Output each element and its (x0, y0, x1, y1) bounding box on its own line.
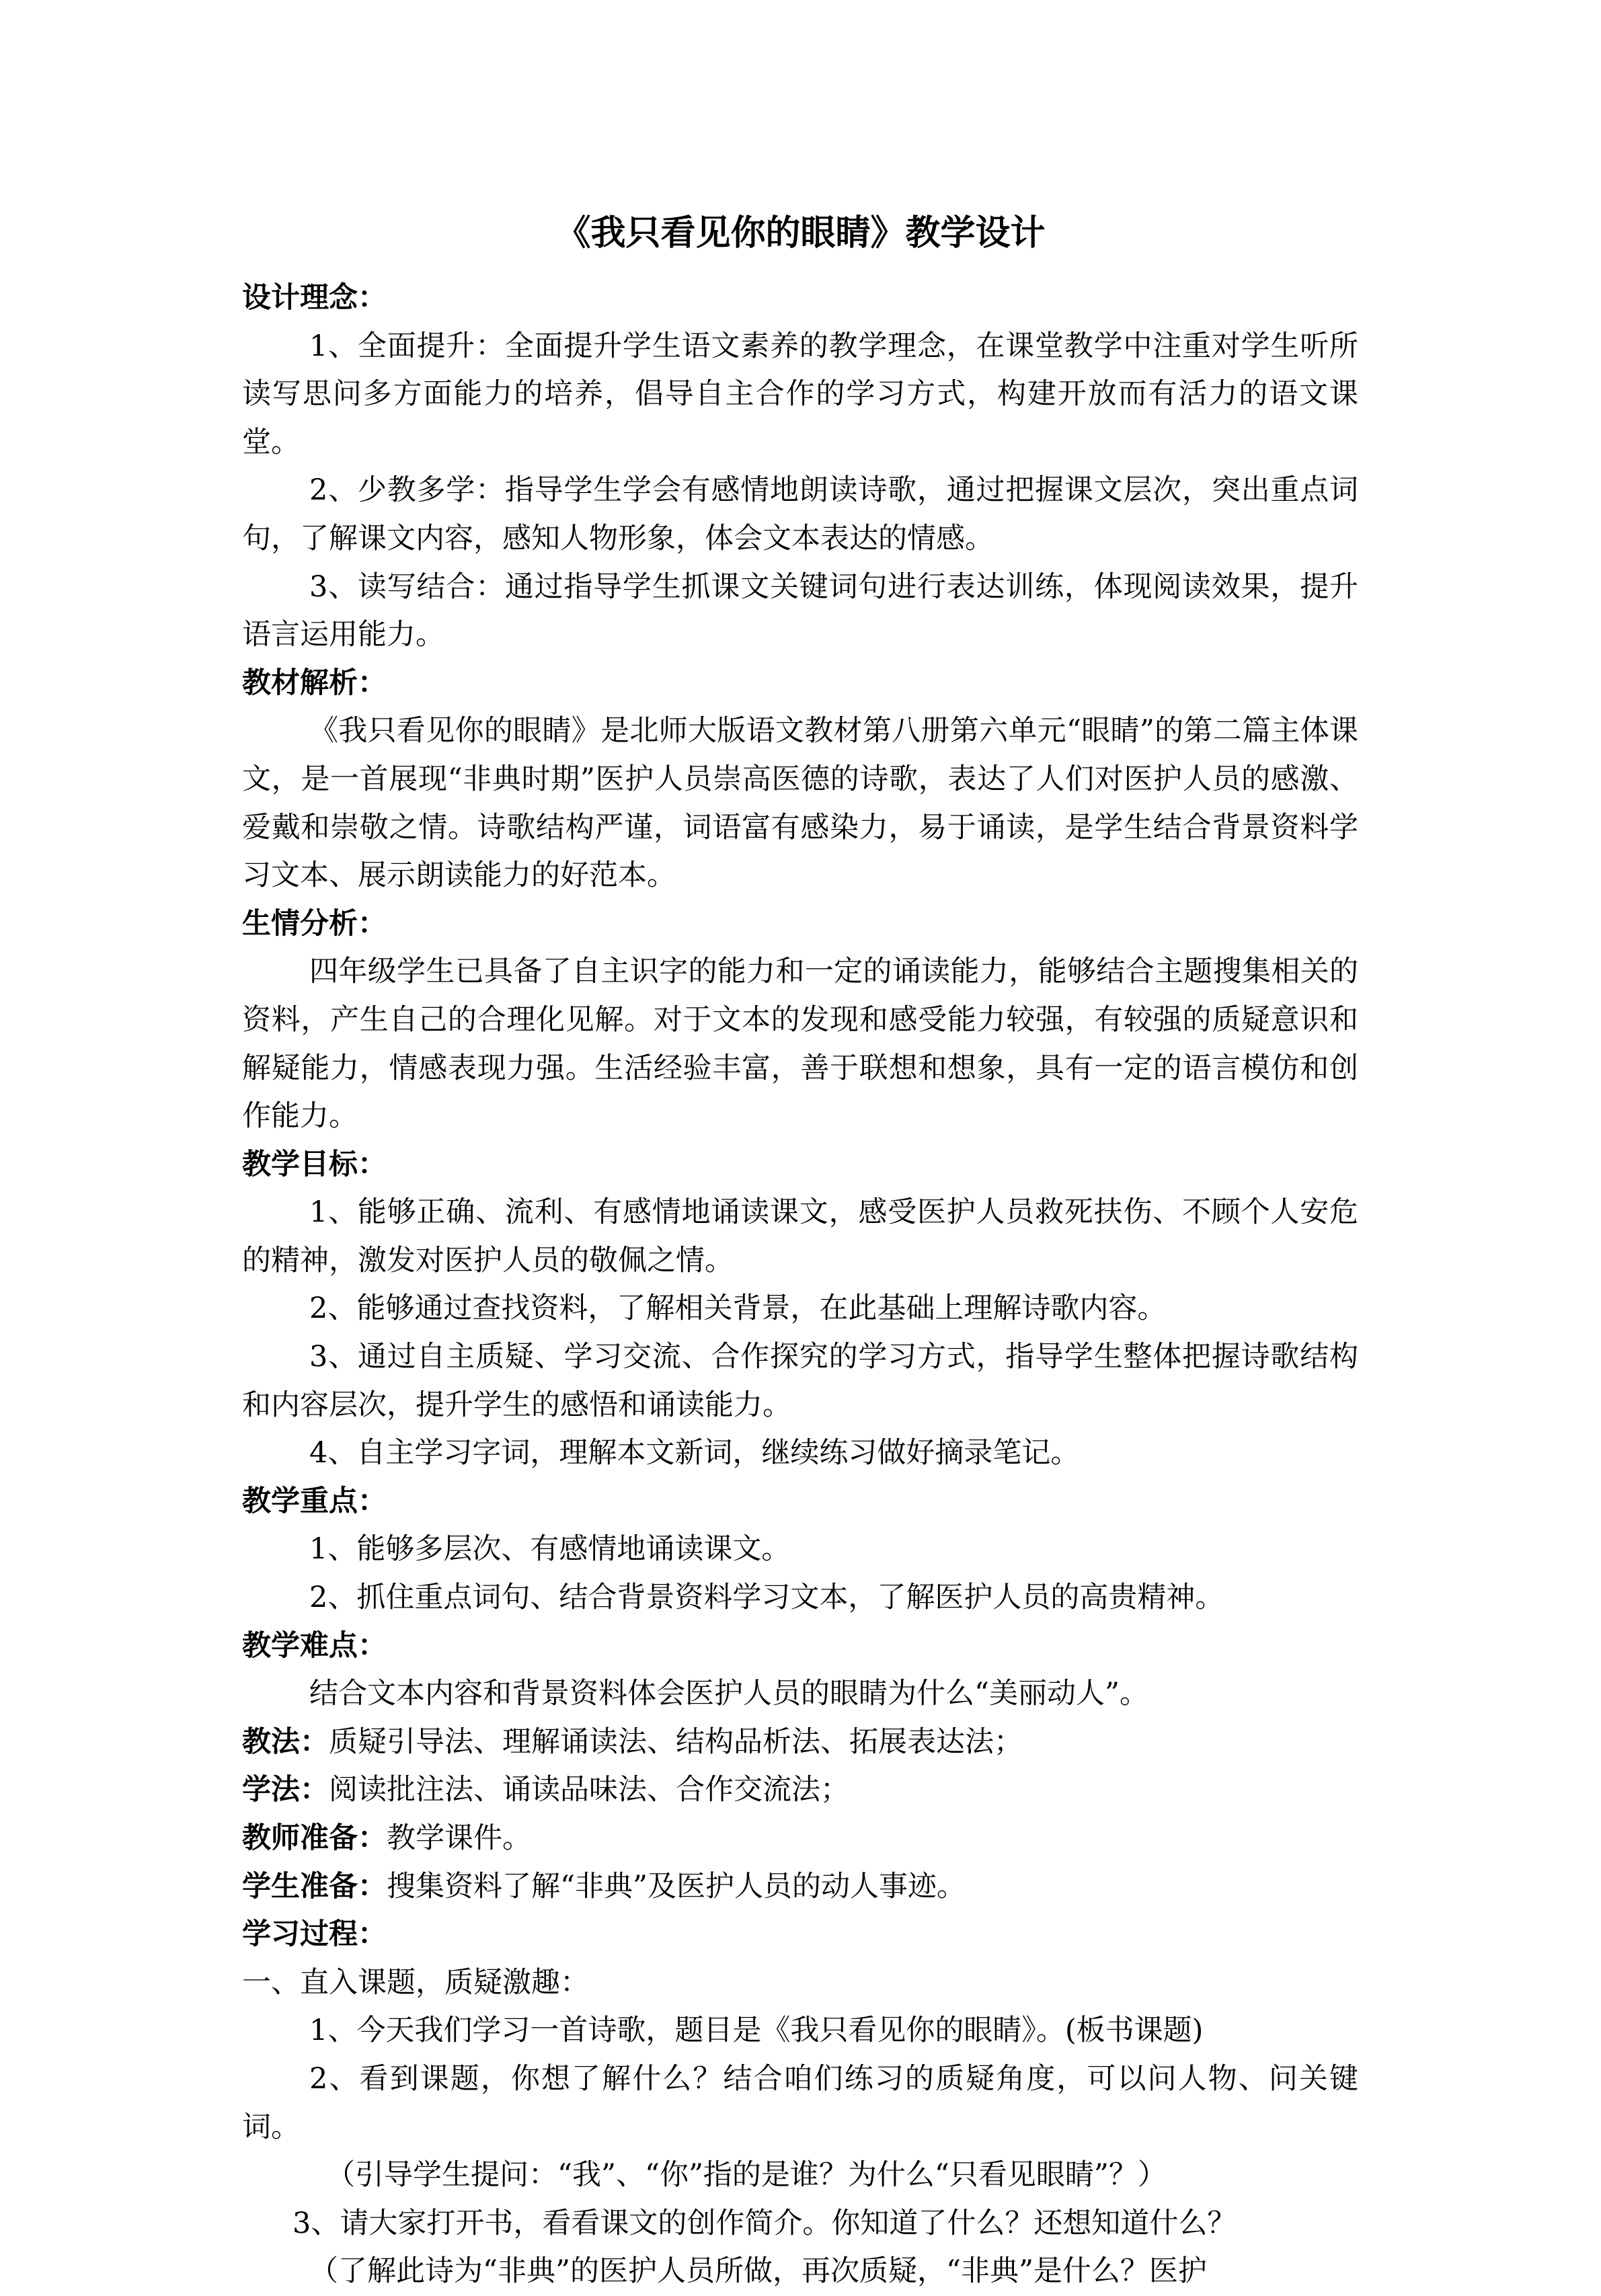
goals-heading: 教学目标： (242, 1147, 387, 1181)
teacher-prep-text: 教学课件。 (387, 1821, 531, 1855)
process-step-1: 一、直入课题，质疑激趣： (242, 1965, 589, 2000)
teaching-method-text: 质疑引导法、理解诵读法、结构品析法、拓展表达法； (329, 1725, 1023, 1759)
process-step-1-3: 3、请大家打开书，看看课文的创作简介。你知道了什么？还想知道什么？ (292, 2206, 1237, 2240)
student-analysis-heading: 生情分析： (242, 906, 387, 941)
key-points-heading: 教学重点： (242, 1484, 387, 1518)
process-step-1-3-note: （了解此诗为“非典”的医护人员所做，再次质疑，“非典”是什么？医护 (309, 2254, 1207, 2289)
teaching-method-label: 教法： (242, 1725, 329, 1759)
process-step-1-2: 2、看到课题，你想了解什么？结合咱们练习的质疑角度，可以问人物、问关键词。 (242, 2061, 1358, 2144)
student-analysis-paragraph: 四年级学生已具备了自主识字的能力和一定的诵读能力，能够结合主题搜集相关的资料，产生自己的合理化见解。对于文本的发现和感受能力较强，有较强的质疑意识和解疑能力，情感表现力强。生活经验丰富，善于联想和想象，具有一定的语言模仿和创作能力。 (242, 955, 1358, 1134)
student-prep-label: 学生准备： (242, 1869, 387, 1903)
document-body (242, 274, 1358, 2296)
process-step-1-1: 1、今天我们学习一首诗歌，题目是《我只看见你的眼睛》。(板书课题) (309, 2014, 1204, 2048)
teacher-prep-label: 教师准备： (242, 1821, 387, 1855)
process-heading: 学习过程： (242, 1917, 387, 1952)
material-paragraph: 《我只看见你的眼睛》是北师大版语文教材第八册第六单元“眼睛”的第二篇主体课文，是一首展现“非典时期”医护人员崇高医德的诗歌，表达了人们对医护人员的感激、爱戴和崇敬之情。诗歌结构严谨，词语富有感染力，易于诵读，是学生结合背景资料学习文本、展示朗读能力的好范本。 (242, 714, 1358, 893)
material-heading: 教材解析： (242, 666, 387, 700)
difficulty-paragraph: 结合文本内容和背景资料体会医护人员的眼睛为什么“美丽动人”。 (309, 1677, 1148, 1711)
learning-method-text: 阅读批注法、诵读品味法、合作交流法； (329, 1773, 849, 1807)
concept-item-1: 1、全面提升：全面提升学生语文素养的教学理念，在课堂教学中注重对学生听所读写思问多方面能力的培养，倡导自主合作的学习方式，构建开放而有活力的语文课堂。 (242, 329, 1358, 459)
concept-heading: 设计理念： (242, 281, 387, 315)
difficulty-heading: 教学难点： (242, 1628, 387, 1663)
teaching-method-line (242, 1718, 1358, 1767)
student-prep-text: 搜集资料了解“非典”及医护人员的动人事迹。 (387, 1869, 966, 1903)
teacher-prep-line (242, 1815, 1358, 1863)
goal-item-1: 1、能够正确、流利、有感情地诵读课文，感受医护人员救死扶伤、不顾个人安危的精神，激发对医护人员的敬佩之情。 (242, 1195, 1358, 1277)
goal-item-4: 4、自主学习字词，理解本文新词，继续练习做好摘录笔记。 (309, 1436, 1080, 1470)
process-step-1-note: （引导学生提问：“我”、“你”指的是谁？为什么“只看见眼睛”？） (326, 2158, 1167, 2192)
concept-item-2: 2、少教多学：指导学生学会有感情地朗读诗歌，通过把握课文层次，突出重点词句，了解课文内容，感知人物形象，体会文本表达的情感。 (242, 473, 1358, 555)
key-point-2: 2、抓住重点词句、结合背景资料学习文本，了解医护人员的高贵精神。 (309, 1581, 1224, 1615)
goal-item-3: 3、通过自主质疑、学习交流、合作探究的学习方式，指导学生整体把握诗歌结构和内容层次，提升学生的感悟和诵读能力。 (242, 1340, 1358, 1422)
learning-method-label: 学法： (242, 1773, 329, 1807)
learning-method-line (242, 1766, 1358, 1815)
key-point-1: 1、能够多层次、有感情地诵读课文。 (309, 1532, 791, 1567)
concept-item-3: 3、读写结合：通过指导学生抓课文关键词句进行表达训练，体现阅读效果，提升语言运用能力。 (242, 569, 1358, 652)
student-prep-line (242, 1863, 1358, 1911)
goal-item-2: 2、能够通过查找资料，了解相关背景，在此基础上理解诗歌内容。 (309, 1292, 1167, 1326)
page-title: 《我只看见你的眼睛》教学设计 (555, 212, 1046, 253)
